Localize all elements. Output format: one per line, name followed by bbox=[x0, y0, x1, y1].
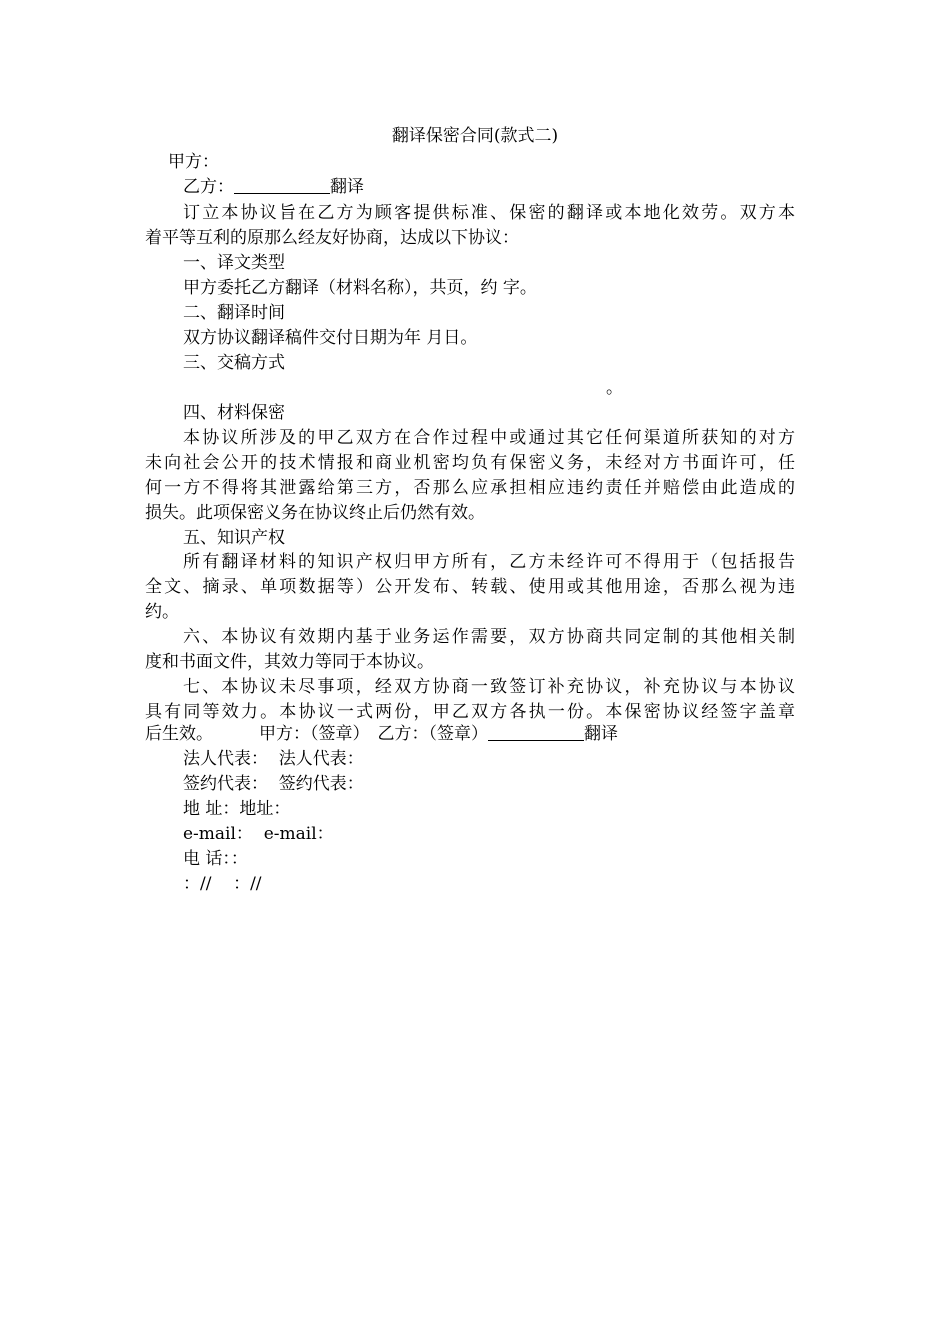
legal-representative: 法人代表： 法人代表： bbox=[183, 749, 364, 769]
section-7-line-3 bbox=[145, 722, 618, 747]
section-6-line-2: 度和书面文件，其效力等同于本协议。 bbox=[145, 652, 434, 672]
section-1-body: 甲方委托乙方翻译（材料名称），共页，约 字。 bbox=[183, 278, 537, 298]
section-4-line-2: 未向社会公开的技术情报和商业机密均负有保密义务，未经对方书面许可，任 bbox=[145, 453, 795, 473]
intro-line-1: 订立本协议旨在乙方为顾客提供标准、保密的翻译或本地化效劳。双方本 bbox=[183, 203, 795, 223]
sign-party-a: 甲方：（签章） bbox=[259, 724, 370, 744]
party-a-label: 甲方： bbox=[168, 152, 219, 172]
party-b-label: 乙方： bbox=[183, 177, 234, 197]
url: ：// ：// bbox=[183, 874, 262, 894]
section-4-heading: 四、材料保密 bbox=[183, 403, 285, 423]
section-7-end: 后生效。 bbox=[145, 724, 213, 744]
section-3-mark: 。 bbox=[606, 378, 623, 398]
section-5-line-1: 所有翻译材料的知识产权归甲方所有，乙方未经许可不得用于（包括报告 bbox=[183, 552, 795, 572]
sign-party-b: 乙方：（签章） bbox=[377, 724, 488, 744]
address: 地 址：地址： bbox=[183, 799, 291, 819]
section-4-line-4: 损失。此项保密义务在协议终止后仍然有效。 bbox=[145, 503, 485, 523]
section-2-heading: 二、翻译时间 bbox=[183, 303, 285, 323]
sign-party-b-blank bbox=[488, 722, 584, 741]
section-4-line-1: 本协议所涉及的甲乙双方在合作过程中或通过其它任何渠道所获知的对方 bbox=[183, 428, 795, 448]
intro-line-2: 着平等互利的原那么经友好协商，达成以下协议： bbox=[145, 228, 519, 248]
section-7-line-2: 具有同等效力。本协议一式两份，甲乙双方各执一份。本保密协议经签字盖章 bbox=[145, 702, 795, 722]
section-5-line-2: 全文、摘录、单项数据等）公开发布、转载、使用或其他用途，否那么视为违 bbox=[145, 577, 795, 597]
section-7-line-1: 七、本协议未尽事项，经双方协商一致签订补充协议，补充协议与本协议 bbox=[183, 677, 795, 697]
section-2-body: 双方协议翻译稿件交付日期为年 月日。 bbox=[183, 328, 478, 348]
section-6-line-1: 六、本协议有效期内基于业务运作需要，双方协商共同定制的其他相关制 bbox=[183, 627, 795, 647]
party-b-suffix: 翻译 bbox=[330, 177, 364, 197]
party-b-line bbox=[183, 175, 364, 200]
party-b-blank bbox=[234, 175, 330, 194]
sign-party-b-suffix: 翻译 bbox=[584, 724, 618, 744]
section-5-line-3: 约。 bbox=[145, 602, 179, 622]
phone: 电 话：： bbox=[183, 849, 248, 869]
section-3-heading: 三、交稿方式 bbox=[183, 353, 285, 373]
email: e-mail： e-mail： bbox=[183, 824, 334, 844]
section-5-heading: 五、知识产权 bbox=[183, 528, 285, 548]
section-1-heading: 一、译文类型 bbox=[183, 253, 285, 273]
document-title: 翻译保密合同(款式二) bbox=[391, 126, 559, 146]
signing-representative: 签约代表： 签约代表： bbox=[183, 774, 364, 794]
section-4-line-3: 何一方不得将其泄露给第三方，否那么应承担相应违约责任并赔偿由此造成的 bbox=[145, 478, 795, 498]
